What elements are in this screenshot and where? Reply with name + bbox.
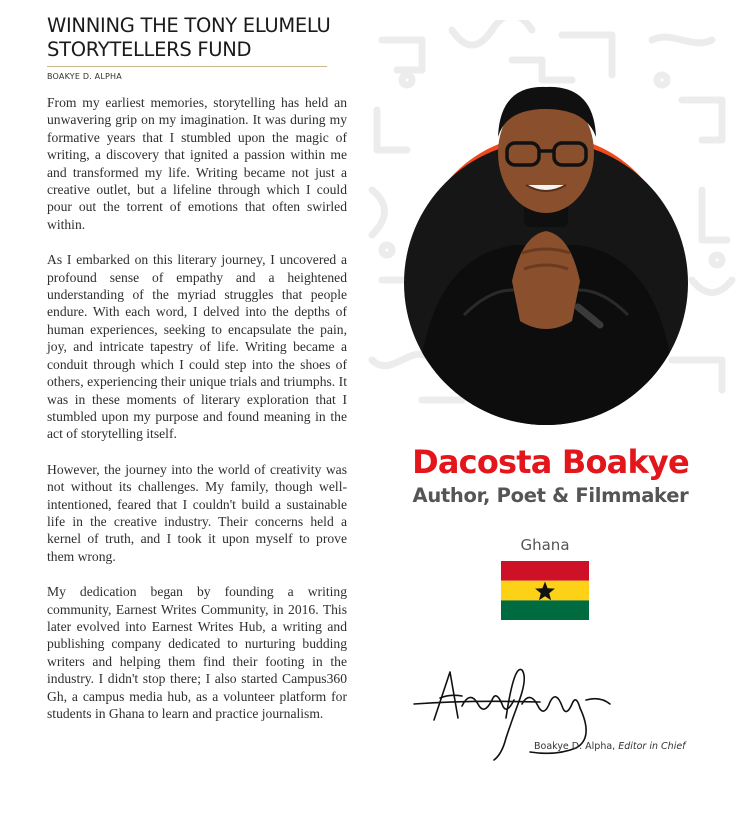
title-divider <box>47 66 327 67</box>
article-column <box>0 0 362 838</box>
profile-name: Dacosta Boakye <box>412 443 689 481</box>
article-paragraph: However, the journey into the world of creativity was not without its challenges. My family, though well-intentioned, feared that I couldn't build a sustainable life in the creative industry. Their concerns held a kernel of truth, and I took it upon myself to prove them wrong. <box>47 461 347 564</box>
article-paragraph: As I embarked on this literary journey, I uncovered a profound sense of empathy and a heightened understanding of the myriad struggles that people endure. With each word, I delved into the depths of human experiences, seeking to encapsulate the pain, joy, and intricate tapestry of life. Writing became a conduit through which I could step into the shoes of others, experiencing their unique trials and triumphs. It was in these moments of literary exploration that I stumbled upon my purpose and found meaning in the act of storytelling itself. <box>47 252 347 442</box>
profile-photo <box>404 85 688 425</box>
profile-role: Author, Poet & Filmmaker <box>412 484 689 507</box>
profile-column <box>362 0 739 838</box>
article-paragraph: My dedication began by founding a writing community, Earnest Writes Community, in 2016. This later evolved into Earnest Writes Hub, a writing and publishing company dedicated to nurturing budding writers and helping them find their footing in the industry. I didn't stop there; I also started Campus360 Gh, a campus media hub, as a volunteer platform for students in Ghana to learn and practice journalism. <box>47 584 347 721</box>
article-byline: BOAKYE D. ALPHA <box>47 72 122 81</box>
signature-title: Editor in Chief <box>618 741 686 752</box>
article-paragraph: From my earliest memories, storytelling has held an unwavering grip on my imagination. It was during my formative years that I stumbled upon the magic of writing, a discovery that ignited a passion within me and transformed my life. Writing became not just a creative outlet, but a lifeline through which I could pour out the torrent of emotions that often swirled within. <box>47 95 347 232</box>
signature-mark <box>410 660 640 770</box>
article-title: WINNING THE TONY ELUMELU STORYTELLERS FUND <box>47 14 331 61</box>
ghana-flag-icon <box>501 561 589 620</box>
signature-caption <box>534 741 686 752</box>
profile-country: Ghana <box>520 536 570 554</box>
article-body <box>47 94 347 740</box>
signature-name: Boakye D. Alpha, <box>534 741 616 752</box>
